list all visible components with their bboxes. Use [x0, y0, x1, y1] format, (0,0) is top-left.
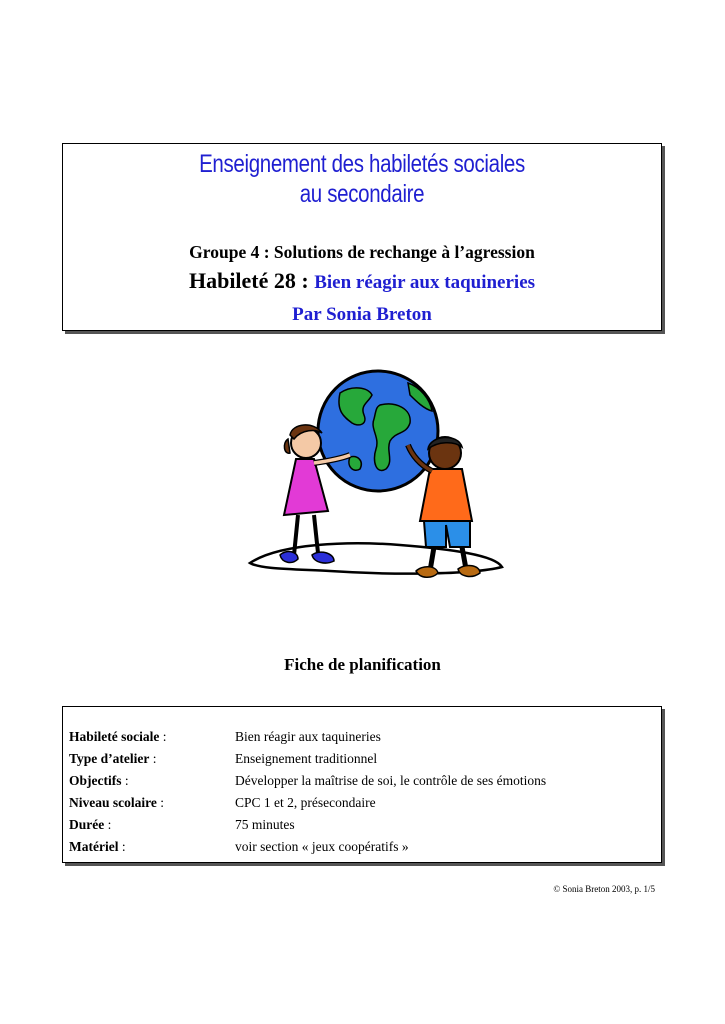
row-label: Matériel : [69, 839, 126, 854]
row-label: Durée : [69, 817, 112, 832]
row-value: voir section « jeux coopératifs » [235, 839, 409, 854]
title-box [62, 143, 662, 331]
row-value: Bien réagir aux taquineries [235, 729, 381, 744]
group-heading: Groupe 4 : Solutions de rechange à l’agression [189, 242, 535, 262]
row-value: Enseignement traditionnel [235, 751, 378, 766]
skill-name: Bien réagir aux taquineries [314, 272, 536, 293]
row-label: Type d’atelier : [69, 751, 157, 766]
document-title-line-1: Enseignement des habiletés sociales [199, 150, 525, 178]
document-title-line-2: au secondaire [299, 180, 425, 208]
page-footer-copyright: © Sonia Breton 2003, p. 1/5 [553, 884, 655, 894]
globe-continent [349, 457, 361, 471]
row-label: Niveau scolaire : [69, 795, 165, 810]
skill-prefix: Habileté 28 : [188, 268, 315, 293]
row-value: CPC 1 et 2, présecondaire [235, 795, 376, 810]
author-line: Par Sonia Breton [292, 304, 432, 325]
planning-table [62, 706, 662, 863]
skill-heading [63, 268, 661, 294]
planning-sheet-title: Fiche de planification [284, 655, 441, 674]
row-label: Objectifs : [69, 773, 129, 788]
row-value: 75 minutes [235, 817, 295, 832]
boy-figure [408, 437, 480, 577]
row-value: Développer la maîtrise de soi, le contrôle de ses émotions [235, 773, 547, 788]
children-holding-globe-icon [240, 365, 510, 595]
row-label: Habileté sociale : [69, 729, 167, 744]
